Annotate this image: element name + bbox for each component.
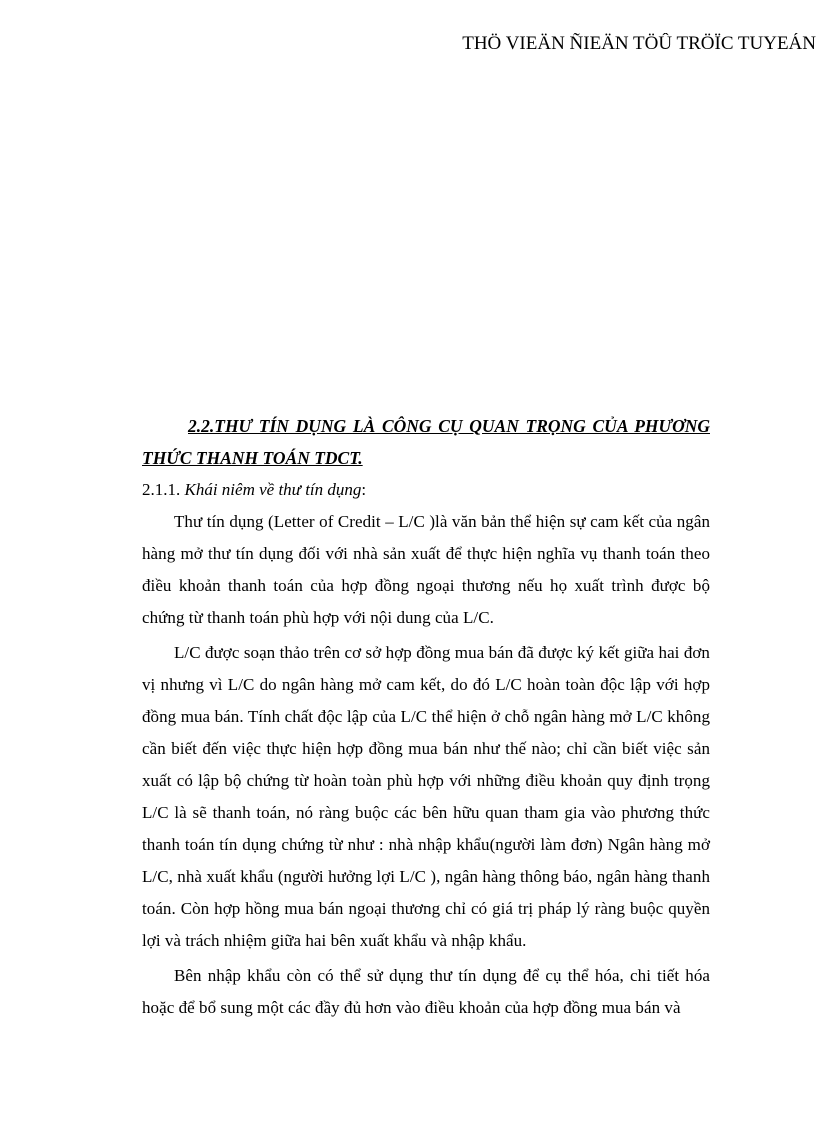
- subsection-title: Khái niêm về thư tín dụng: [184, 480, 362, 499]
- section-heading: 2.2.THƯ TÍN DỤNG LÀ CÔNG CỤ QUAN TRỌNG CỦA PHƯƠNG THỨC THANH TOÁN TDCT.: [142, 416, 710, 468]
- subsection-number: 2.1.1.: [142, 480, 185, 499]
- paragraph-independence: L/C được soạn thảo trên cơ sở hợp đồng mua bán đã được ký kết giữa hai đơn vị nhưng vì L/C do ngân hàng mở cam kết, do đó L/C hoàn toàn độc lập với hợp đồng mua bán. Tính chất độc lập của L/C thể hiện ở chỗ ngân hàng mở L/C không cần biết đến việc thực hiện hợp đồng mua bán như thế nào; chỉ cần biết việc sản xuất có lập bộ chứng từ hoàn toàn phù hợp với những điều khoản quy định trọng L/C là sẽ thanh toán, nó ràng buộc các bên hữu quan tham gia vào phương thức thanh toán tín dụng chứng từ như : nhà nhập khẩu(người làm đơn) Ngân hàng mở L/C, nhà xuất khẩu (người hưởng lợi L/C ), ngân hàng thông báo, ngân hàng thanh toán. Còn hợp hồng mua bán ngoại thương chỉ có giá trị pháp lý ràng buộc quyền lợi và trách nhiệm giữa hai bên xuất khẩu và nhập khẩu.: [142, 643, 710, 950]
- paragraph-definition: Thư tín dụng (Letter of Credit – L/C )là văn bản thể hiện sự cam kết của ngân hàng mở thư tín dụng đối với nhà sản xuất để thực hiện nghĩa vụ thanh toán theo điều khoản thanh toán của hợp đồng ngoại thương nếu họ xuất trình được bộ chứng từ thanh toán phù hợp với nội dung của L/C.: [142, 512, 710, 627]
- paragraph-importer: Bên nhập khẩu còn có thể sử dụng thư tín dụng để cụ thể hóa, chi tiết hóa hoặc để bổ sung một các đầy đủ hơn vào điều khoản của hợp đồng mua bán và: [142, 966, 710, 1017]
- subsection-heading: [142, 474, 710, 506]
- subsection-suffix: :: [361, 480, 367, 499]
- document-body: [142, 410, 710, 1024]
- running-header: THÖ VIEÄN ÑIEÄN TÖÛ TRÖÏC TUYEÁN: [462, 33, 816, 54]
